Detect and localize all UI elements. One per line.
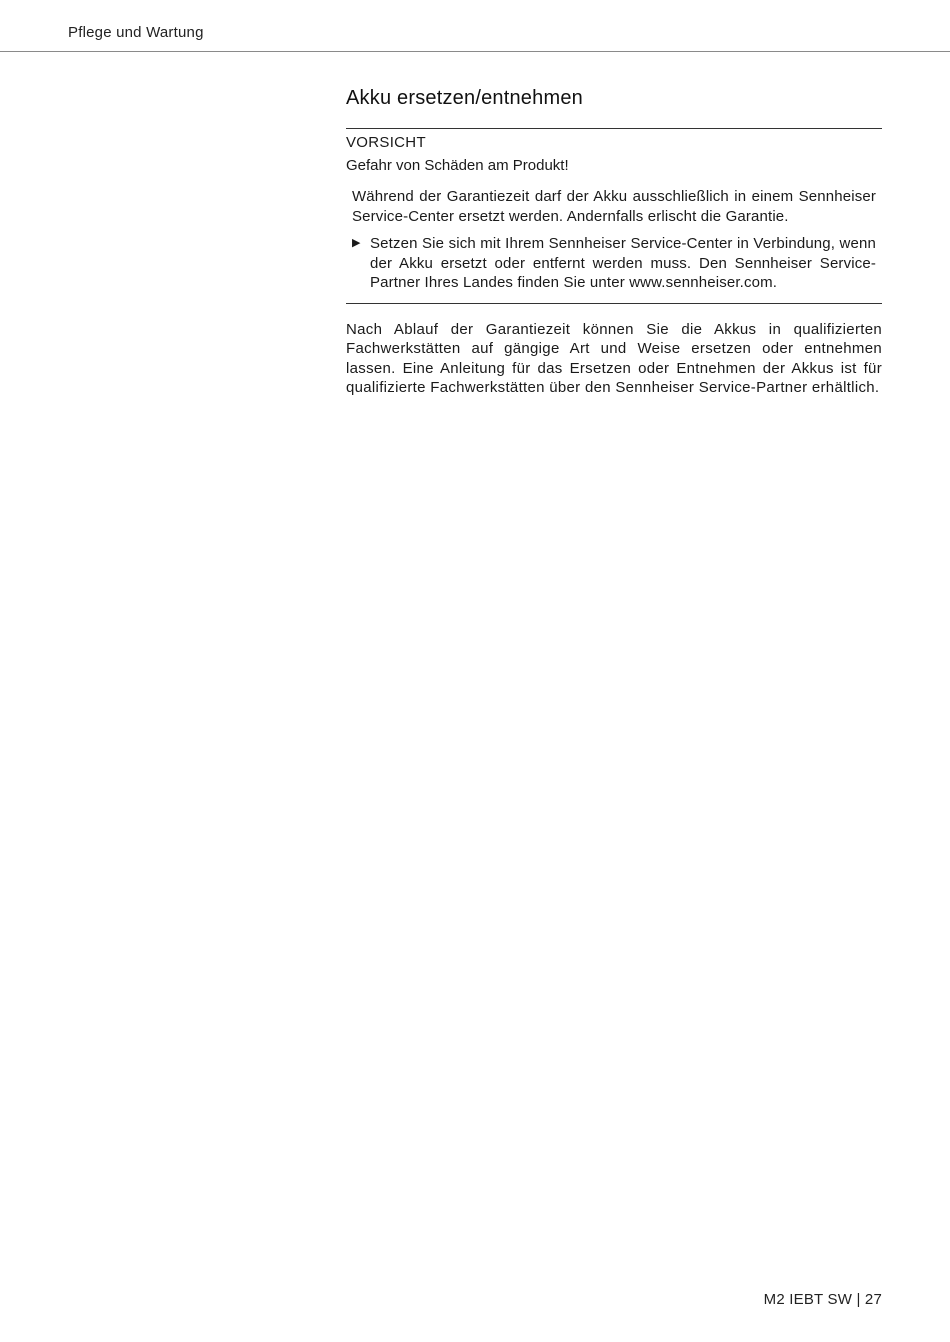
- caution-label: VORSICHT: [346, 134, 426, 151]
- main-content: [346, 84, 882, 413]
- caution-notice: [346, 128, 882, 304]
- header-divider: [0, 51, 950, 52]
- play-arrow-icon: ▶: [352, 237, 361, 249]
- caution-body: Während der Garantiezeit darf der Akku ausschließlich in einem Sennheiser Service-Center ersetzt werden. Andernfalls erlischt die Garantie.: [352, 188, 876, 225]
- page-title: Akku ersetzen/entnehmen: [346, 87, 583, 109]
- body-paragraph: Nach Ablauf der Garantiezeit können Sie die Akkus in qualifizierten Fachwerkstätten auf gängige Art und Weise ersetzen oder entnehmen lassen. Eine Anleitung für das Ersetzen oder Entnehmen der Akkus ist für qualifizierte Fachwerkstätten über den Sennheiser Service-Partner erhältlich.: [346, 320, 882, 396]
- running-header: Pflege und Wartung: [68, 24, 204, 41]
- page-footer: M2 IEBT SW | 27: [763, 1291, 882, 1308]
- caution-subtitle: Gefahr von Schäden am Produkt!: [346, 157, 569, 174]
- caution-action-text: Setzen Sie sich mit Ihrem Sennheiser Service-Center in Verbindung, wenn der Akku ersetzt oder entfernt werden muss. Den Sennheiser Service-Partner Ihres Landes finden Sie unter www.sennheiser.com.: [370, 235, 876, 291]
- caution-action-step: [352, 234, 876, 293]
